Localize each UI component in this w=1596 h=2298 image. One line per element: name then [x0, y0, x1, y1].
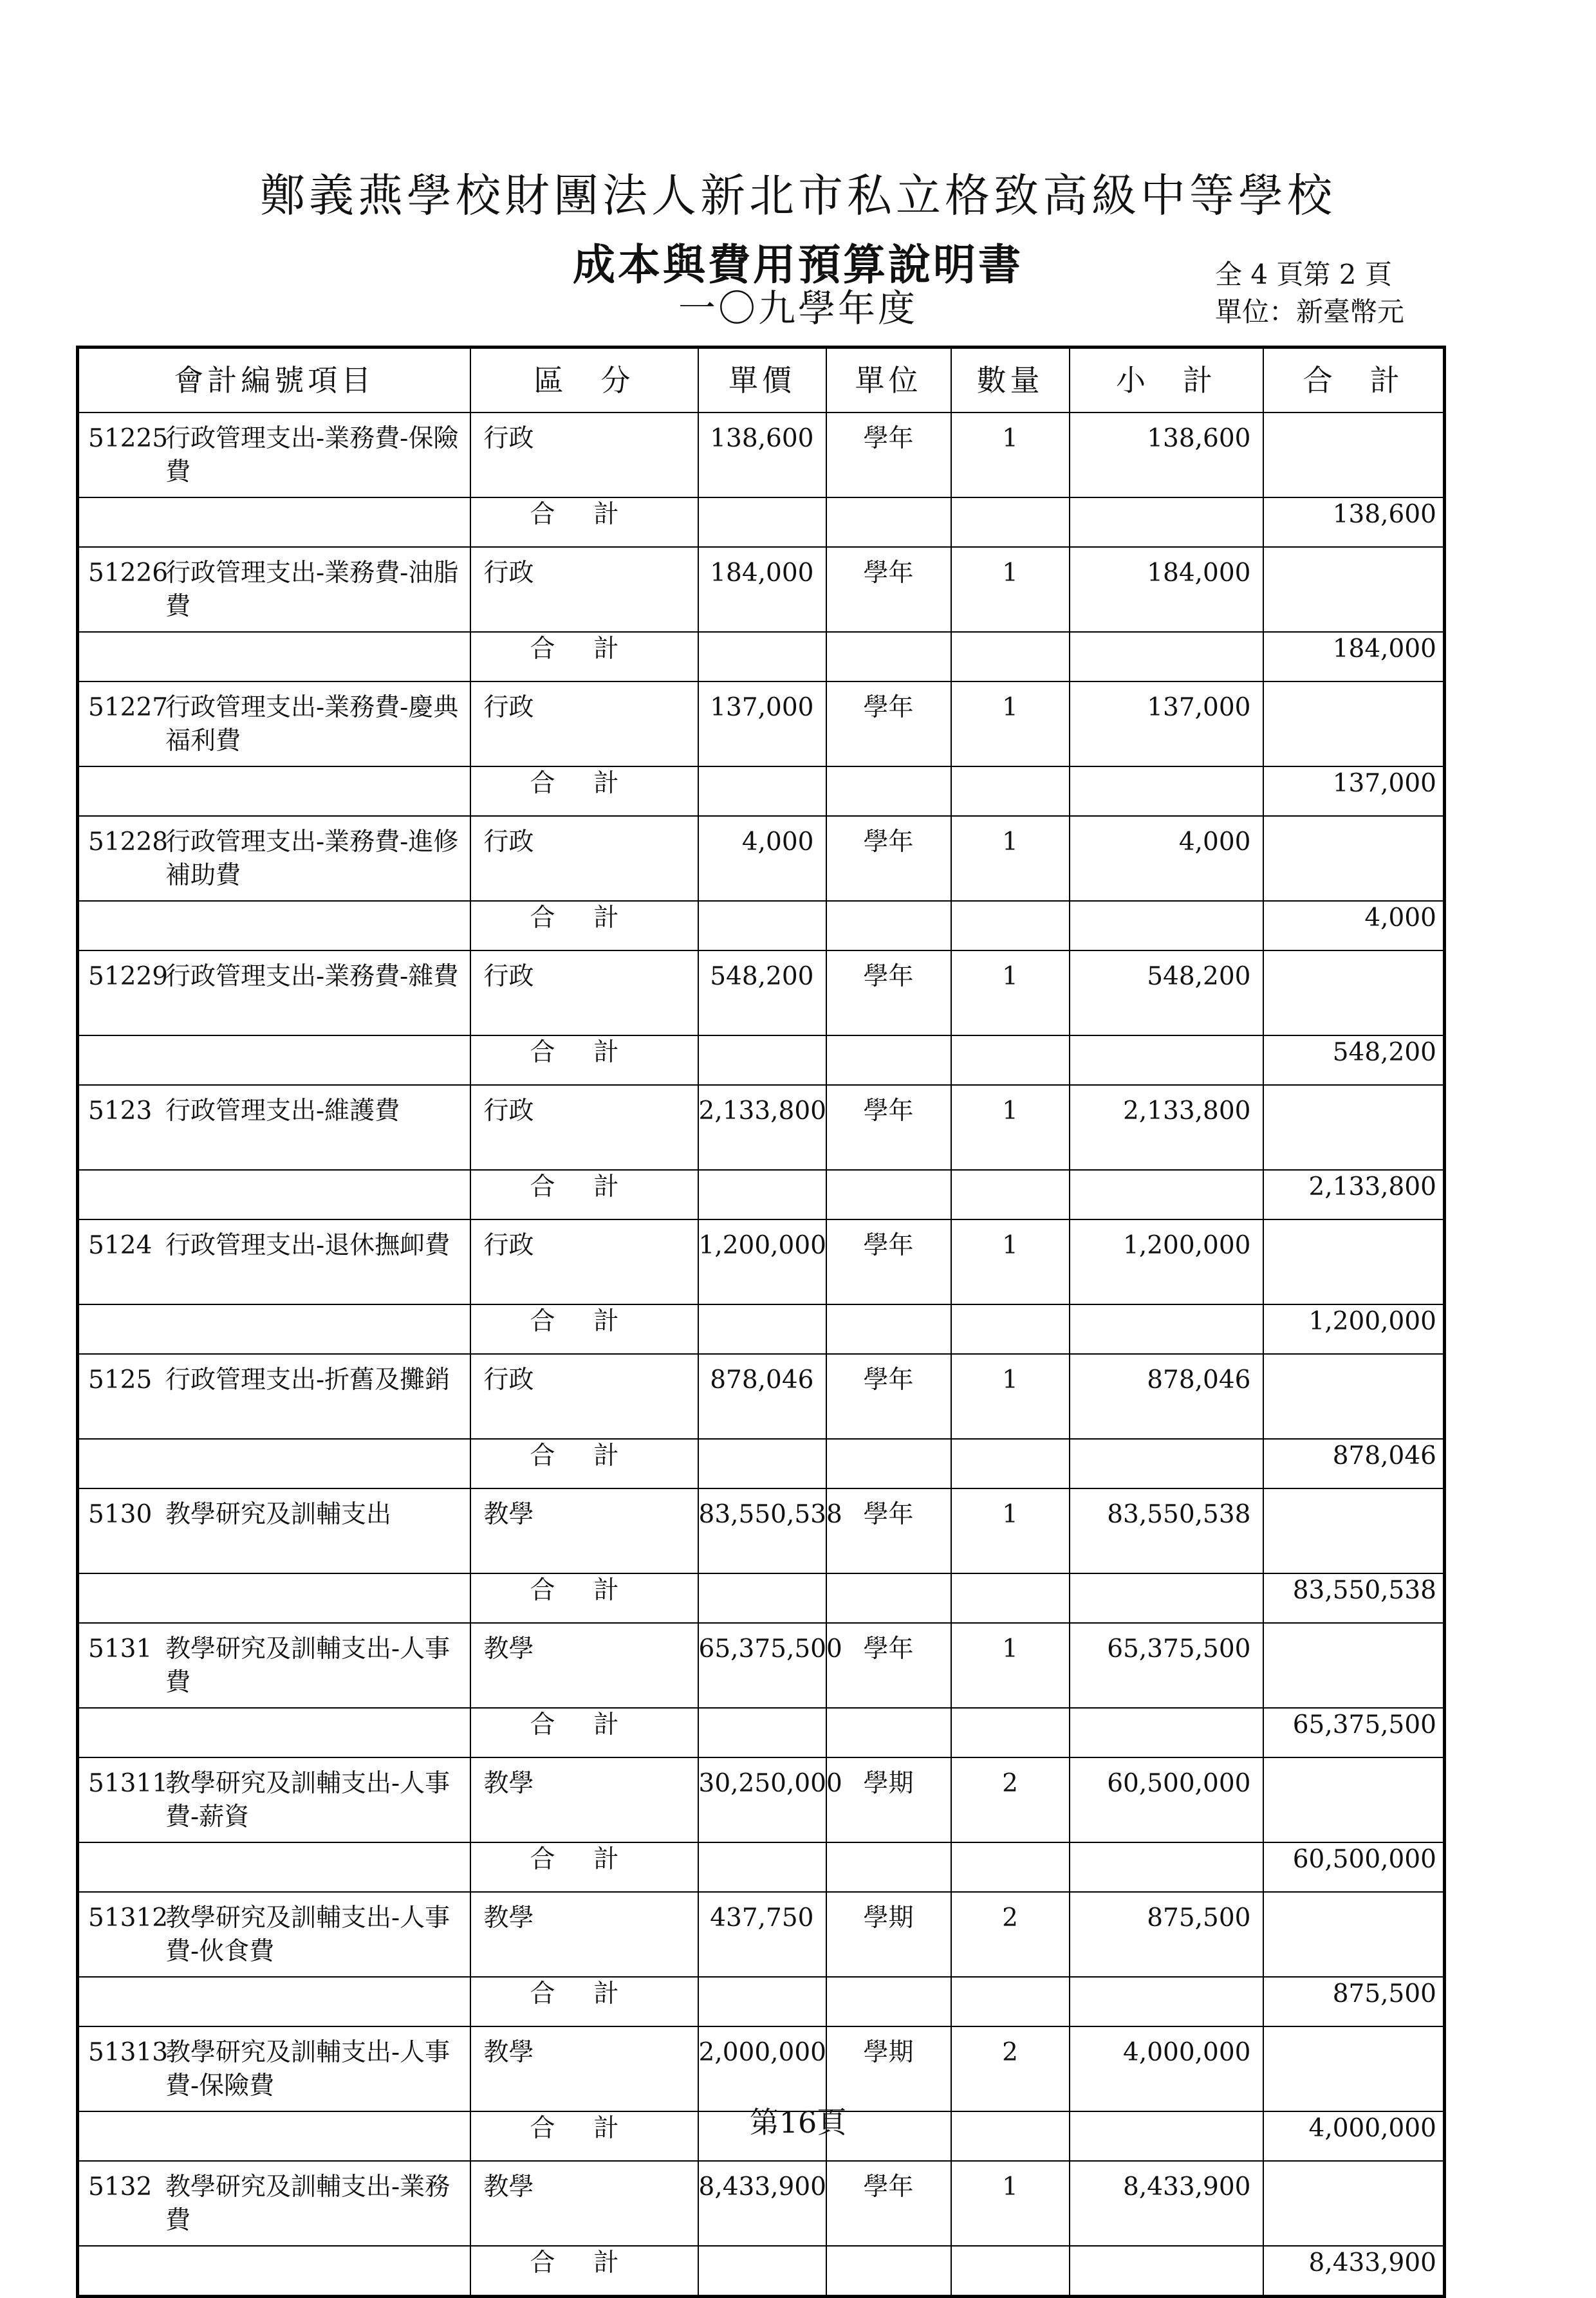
table-row: [78, 1757, 1445, 1842]
category-cell: 教學: [470, 1488, 698, 1573]
sum-total-cell: 138,600: [1263, 497, 1445, 547]
subtotal-cell: 1,200,000: [1070, 1219, 1263, 1304]
column-header-total: 合 計: [1263, 347, 1445, 413]
sum-row: [78, 1439, 1445, 1488]
account-item: [88, 960, 465, 994]
sum-total-cell: 548,200: [1263, 1035, 1445, 1085]
subtotal-cell: 2,133,800: [1070, 1085, 1263, 1170]
account-cell: [78, 1354, 470, 1439]
sum-empty-cell: [951, 1304, 1070, 1354]
sum-total-cell: 8,433,900: [1263, 2246, 1445, 2297]
sum-row: [78, 2246, 1445, 2297]
table-row: [78, 816, 1445, 901]
account-code: 51311: [88, 1769, 169, 1798]
sum-empty-cell: [826, 766, 951, 816]
category-cell: 行政: [470, 816, 698, 901]
column-header-unit: 單位: [826, 347, 951, 413]
unit-price-cell: 2,133,800: [698, 1085, 826, 1170]
account-cell: [78, 1085, 470, 1170]
category-cell: 行政: [470, 681, 698, 766]
sum-empty-cell: [698, 766, 826, 816]
sum-row: [78, 1035, 1445, 1085]
account-code: 5132: [88, 2173, 153, 2201]
table-row: [78, 1892, 1445, 1977]
sum-empty-cell: [698, 497, 826, 547]
subtotal-cell: 60,500,000: [1070, 1757, 1263, 1842]
table-header-row: [78, 347, 1445, 413]
sum-empty-cell: [698, 2246, 826, 2297]
column-header-unit-price: 單價: [698, 347, 826, 413]
sum-empty-cell: [78, 1573, 470, 1623]
account-name: 教學研究及訓輔支出-業務費: [165, 2173, 450, 2235]
column-header-quantity: 數量: [951, 347, 1070, 413]
sum-empty-cell: [826, 1842, 951, 1892]
unit-price-cell: 548,200: [698, 950, 826, 1035]
sum-empty-cell: [1070, 1573, 1263, 1623]
account-name: 行政管理支出-業務費-進修補助費: [165, 828, 459, 890]
total-cell: [1263, 1757, 1445, 1842]
sum-empty-cell: [78, 1708, 470, 1757]
sum-empty-cell: [1070, 1170, 1263, 1219]
sum-row: [78, 766, 1445, 816]
sum-empty-cell: [826, 1035, 951, 1085]
account-code: 5124: [88, 1231, 153, 1260]
account-code: 51226: [88, 559, 169, 588]
table-row: [78, 1623, 1445, 1708]
account-item: [88, 2171, 465, 2238]
sum-empty-cell: [951, 2246, 1070, 2297]
subtotal-cell: 138,600: [1070, 412, 1263, 497]
quantity-cell: 1: [951, 412, 1070, 497]
account-name: 教學研究及訓輔支出-人事費-薪資: [165, 1769, 450, 1831]
school-name: 鄭義燕學校財團法人新北市私立格致高級中等學校: [260, 169, 1336, 222]
sum-row: [78, 632, 1445, 681]
unit-price-cell: 65,375,500: [698, 1623, 826, 1708]
quantity-cell: 1: [951, 2161, 1070, 2246]
table-row: [78, 2161, 1445, 2246]
unit-price-cell: 2,000,000: [698, 2026, 826, 2111]
table-row: [78, 547, 1445, 632]
account-name: 教學研究及訓輔支出-人事費: [165, 1635, 450, 1697]
subtotal-cell: 137,000: [1070, 681, 1263, 766]
sum-total-cell: 65,375,500: [1263, 1708, 1445, 1757]
account-name: 教學研究及訓輔支出-人事費-伙食費: [165, 1904, 450, 1966]
unit-price-cell: 1,200,000: [698, 1219, 826, 1304]
total-cell: [1263, 1219, 1445, 1304]
account-item: [88, 1633, 465, 1700]
account-name: 行政管理支出-退休撫卹費: [165, 1231, 450, 1260]
account-code: 51227: [88, 693, 169, 722]
account-code: 51225: [88, 424, 169, 453]
account-item: [88, 557, 465, 624]
sum-total-cell: 4,000,000: [1263, 2111, 1445, 2161]
account-cell: [78, 1219, 470, 1304]
sum-empty-cell: [826, 1304, 951, 1354]
sum-label: 合計: [470, 1573, 698, 1623]
category-cell: 行政: [470, 1354, 698, 1439]
sum-empty-cell: [1070, 1842, 1263, 1892]
sum-empty-cell: [78, 497, 470, 547]
quantity-cell: 1: [951, 1219, 1070, 1304]
account-item: [88, 422, 465, 489]
account-code: 5131: [88, 1635, 153, 1663]
category-cell: 教學: [470, 2026, 698, 2111]
unit-price-cell: 437,750: [698, 1892, 826, 1977]
sum-empty-cell: [78, 901, 470, 950]
account-name: 行政管理支出-業務費-慶典福利費: [165, 693, 459, 755]
unit-price-cell: 137,000: [698, 681, 826, 766]
sum-empty-cell: [78, 766, 470, 816]
account-item: [88, 2036, 465, 2103]
subtotal-cell: 4,000: [1070, 816, 1263, 901]
category-cell: 教學: [470, 2161, 698, 2246]
sum-total-cell: 4,000: [1263, 901, 1445, 950]
account-name: 行政管理支出-業務費-雜費: [165, 962, 459, 991]
sum-empty-cell: [951, 1439, 1070, 1488]
sum-empty-cell: [1070, 1304, 1263, 1354]
sum-total-cell: 184,000: [1263, 632, 1445, 681]
sum-label: 合計: [470, 1439, 698, 1488]
account-cell: [78, 1757, 470, 1842]
account-name: 行政管理支出-維護費: [165, 1097, 400, 1126]
sum-empty-cell: [826, 497, 951, 547]
sum-label: 合計: [470, 632, 698, 681]
unit-cell: 學期: [826, 1892, 951, 1977]
total-cell: [1263, 1354, 1445, 1439]
sum-empty-cell: [1070, 1708, 1263, 1757]
sum-empty-cell: [951, 497, 1070, 547]
account-name: 行政管理支出-業務費-保險費: [165, 424, 459, 486]
account-cell: [78, 547, 470, 632]
sum-empty-cell: [698, 1842, 826, 1892]
sum-total-cell: 2,133,800: [1263, 1170, 1445, 1219]
sum-empty-cell: [78, 1977, 470, 2026]
quantity-cell: 1: [951, 681, 1070, 766]
total-cell: [1263, 681, 1445, 766]
account-cell: [78, 412, 470, 497]
subtotal-cell: 4,000,000: [1070, 2026, 1263, 2111]
column-header-category: 區 分: [470, 347, 698, 413]
sum-empty-cell: [951, 901, 1070, 950]
account-code: 5123: [88, 1097, 153, 1126]
sum-total-cell: 83,550,538: [1263, 1573, 1445, 1623]
sum-label: 合計: [470, 1304, 698, 1354]
account-item: [88, 1364, 465, 1397]
sum-label: 合計: [470, 2111, 698, 2161]
subtotal-cell: 65,375,500: [1070, 1623, 1263, 1708]
category-cell: 行政: [470, 412, 698, 497]
quantity-cell: 1: [951, 1354, 1070, 1439]
sum-empty-cell: [1070, 2246, 1263, 2297]
unit-cell: 學年: [826, 412, 951, 497]
subtotal-cell: 548,200: [1070, 950, 1263, 1035]
subtotal-cell: 875,500: [1070, 1892, 1263, 1977]
sum-empty-cell: [1070, 1977, 1263, 2026]
page-number: 第16頁: [749, 2105, 847, 2140]
account-item: [88, 826, 465, 893]
unit-cell: 學年: [826, 1488, 951, 1573]
sum-label: 合計: [470, 1035, 698, 1085]
unit-cell: 學年: [826, 1219, 951, 1304]
sum-empty-cell: [698, 1304, 826, 1354]
sum-empty-cell: [698, 901, 826, 950]
column-header-subtotal: 小 計: [1070, 347, 1263, 413]
unit-price-cell: 83,550,538: [698, 1488, 826, 1573]
quantity-cell: 2: [951, 2026, 1070, 2111]
account-code: 51229: [88, 962, 169, 991]
sum-total-cell: 878,046: [1263, 1439, 1445, 1488]
sum-label: 合計: [470, 1708, 698, 1757]
sum-empty-cell: [826, 901, 951, 950]
sum-empty-cell: [826, 1573, 951, 1623]
account-item: [88, 1498, 465, 1532]
sum-total-cell: 875,500: [1263, 1977, 1445, 2026]
account-item: [88, 1095, 465, 1128]
sum-empty-cell: [951, 766, 1070, 816]
sum-empty-cell: [1070, 766, 1263, 816]
total-cell: [1263, 1892, 1445, 1977]
quantity-cell: 1: [951, 1623, 1070, 1708]
account-name: 教學研究及訓輔支出-人事費-保險費: [165, 2038, 450, 2100]
sum-total-cell: 137,000: [1263, 766, 1445, 816]
sum-label: 合計: [470, 901, 698, 950]
account-code: 51313: [88, 2038, 169, 2067]
category-cell: 教學: [470, 1757, 698, 1842]
unit-price-cell: 138,600: [698, 412, 826, 497]
table-row: [78, 681, 1445, 766]
total-cell: [1263, 547, 1445, 632]
sum-row: [78, 1977, 1445, 2026]
category-cell: 行政: [470, 1085, 698, 1170]
budget-table: [76, 346, 1446, 2298]
unit-cell: 學年: [826, 1623, 951, 1708]
quantity-cell: 1: [951, 547, 1070, 632]
unit-price-cell: 8,433,900: [698, 2161, 826, 2246]
unit-cell: 學期: [826, 1757, 951, 1842]
sum-empty-cell: [698, 1035, 826, 1085]
unit-cell: 學年: [826, 681, 951, 766]
sum-label: 合計: [470, 1170, 698, 1219]
account-cell: [78, 1488, 470, 1573]
total-cell: [1263, 1085, 1445, 1170]
quantity-cell: 1: [951, 1488, 1070, 1573]
account-name: 行政管理支出-業務費-油脂費: [165, 559, 459, 621]
sum-row: [78, 1573, 1445, 1623]
account-cell: [78, 816, 470, 901]
account-cell: [78, 950, 470, 1035]
unit-cell: 學年: [826, 1085, 951, 1170]
total-cell: [1263, 1623, 1445, 1708]
sum-empty-cell: [1070, 901, 1263, 950]
sum-empty-cell: [951, 1573, 1070, 1623]
sum-empty-cell: [951, 1035, 1070, 1085]
sum-empty-cell: [698, 1439, 826, 1488]
account-cell: [78, 681, 470, 766]
table-row: [78, 950, 1445, 1035]
unit-price-cell: 184,000: [698, 547, 826, 632]
sum-label: 合計: [470, 1977, 698, 2026]
page-info: [1215, 256, 1421, 331]
account-cell: [78, 1892, 470, 1977]
sum-empty-cell: [951, 632, 1070, 681]
category-cell: 教學: [470, 1623, 698, 1708]
table-row: [78, 1488, 1445, 1573]
account-item: [88, 1229, 465, 1263]
table-body: [78, 412, 1445, 2297]
table-row: [78, 1219, 1445, 1304]
sum-empty-cell: [698, 1170, 826, 1219]
account-item: [88, 691, 465, 758]
account-cell: [78, 1623, 470, 1708]
sum-label: 合計: [470, 1842, 698, 1892]
sum-empty-cell: [698, 1573, 826, 1623]
sum-row: [78, 901, 1445, 950]
account-code: 5125: [88, 1366, 153, 1395]
sum-empty-cell: [698, 1977, 826, 2026]
sum-empty-cell: [826, 632, 951, 681]
table-row: [78, 1354, 1445, 1439]
unit-cell: 學期: [826, 2026, 951, 2111]
unit-cell: 學年: [826, 950, 951, 1035]
quantity-cell: 1: [951, 1085, 1070, 1170]
account-name: 教學研究及訓輔支出: [165, 1500, 392, 1529]
unit-cell: 學年: [826, 816, 951, 901]
sum-empty-cell: [78, 1304, 470, 1354]
unit-price-cell: 878,046: [698, 1354, 826, 1439]
sum-empty-cell: [826, 1439, 951, 1488]
sum-empty-cell: [1070, 1439, 1263, 1488]
sum-empty-cell: [78, 2246, 470, 2297]
sum-row: [78, 1708, 1445, 1757]
unit-price-cell: 30,250,000: [698, 1757, 826, 1842]
account-code: 5130: [88, 1500, 153, 1529]
account-code: 51312: [88, 1904, 169, 1932]
sum-label: 合計: [470, 497, 698, 547]
sum-empty-cell: [78, 632, 470, 681]
total-cell: [1263, 816, 1445, 901]
total-cell: [1263, 412, 1445, 497]
sum-empty-cell: [951, 1977, 1070, 2026]
quantity-cell: 1: [951, 950, 1070, 1035]
account-code: 51228: [88, 828, 169, 857]
subtotal-cell: 878,046: [1070, 1354, 1263, 1439]
category-cell: 行政: [470, 1219, 698, 1304]
sum-label: 合計: [470, 766, 698, 816]
sum-empty-cell: [826, 1170, 951, 1219]
school-year: 一〇九學年度: [678, 286, 918, 330]
table-row: [78, 1085, 1445, 1170]
unit-cell: 學年: [826, 547, 951, 632]
account-item: [88, 1767, 465, 1834]
quantity-cell: 2: [951, 1892, 1070, 1977]
sum-empty-cell: [78, 1170, 470, 1219]
account-cell: [78, 2161, 470, 2246]
sum-empty-cell: [1070, 632, 1263, 681]
page-count: 全 4 頁第 2 頁: [1215, 259, 1392, 290]
unit-cell: 學年: [826, 2161, 951, 2246]
sum-total-cell: 1,200,000: [1263, 1304, 1445, 1354]
unit-price-cell: 4,000: [698, 816, 826, 901]
total-cell: [1263, 1488, 1445, 1573]
sum-empty-cell: [826, 2246, 951, 2297]
sum-empty-cell: [1070, 1035, 1263, 1085]
column-header-account: 會計編號項目: [78, 347, 470, 413]
sum-empty-cell: [78, 1035, 470, 1085]
sum-row: [78, 497, 1445, 547]
category-cell: 行政: [470, 547, 698, 632]
sum-total-cell: 60,500,000: [1263, 1842, 1445, 1892]
sum-empty-cell: [826, 1977, 951, 2026]
total-cell: [1263, 950, 1445, 1035]
subtotal-cell: 83,550,538: [1070, 1488, 1263, 1573]
sum-empty-cell: [698, 1708, 826, 1757]
sum-empty-cell: [951, 1170, 1070, 1219]
account-item: [88, 1902, 465, 1969]
sum-empty-cell: [826, 1708, 951, 1757]
sum-label: 合計: [470, 2246, 698, 2297]
quantity-cell: 1: [951, 816, 1070, 901]
sum-row: [78, 1304, 1445, 1354]
sum-empty-cell: [951, 1842, 1070, 1892]
total-cell: [1263, 2161, 1445, 2246]
table-row: [78, 412, 1445, 497]
currency-unit: 單位：新臺幣元: [1215, 296, 1405, 328]
sum-empty-cell: [78, 1439, 470, 1488]
sum-empty-cell: [698, 632, 826, 681]
account-name: 行政管理支出-折舊及攤銷: [165, 1366, 450, 1395]
unit-cell: 學年: [826, 1354, 951, 1439]
category-cell: 教學: [470, 1892, 698, 1977]
subtotal-cell: 184,000: [1070, 547, 1263, 632]
sum-empty-cell: [78, 1842, 470, 1892]
document-title: 成本與費用預算說明書: [573, 239, 1023, 290]
sum-empty-cell: [1070, 497, 1263, 547]
quantity-cell: 2: [951, 1757, 1070, 1842]
sum-row: [78, 1842, 1445, 1892]
sum-row: [78, 1170, 1445, 1219]
subtotal-cell: 8,433,900: [1070, 2161, 1263, 2246]
sum-empty-cell: [951, 1708, 1070, 1757]
category-cell: 行政: [470, 950, 698, 1035]
